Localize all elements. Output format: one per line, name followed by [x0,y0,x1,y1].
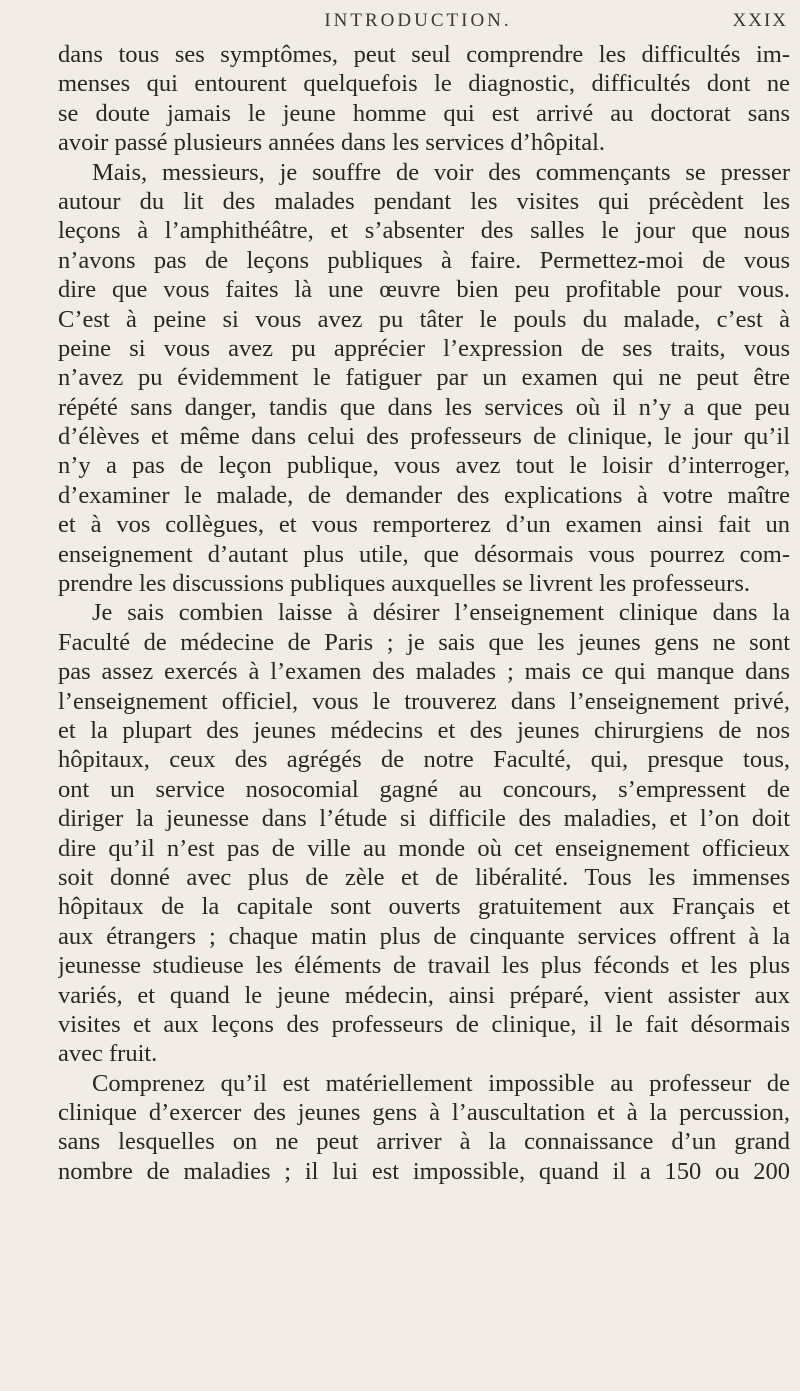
text-line: et à vos collègues, et vous remporterez d’un examen ainsi fait un [58,511,790,539]
text-line: variés, et quand le jeune médecin, ainsi préparé, vient assister aux [58,981,790,1009]
text-line: se doute jamais le jeune homme qui est arrivé au doctorat sans [58,99,790,127]
text-line: Faculté de médecine de Paris ; je sais que les jeunes gens ne sont [58,628,790,656]
text-line: hôpitaux de la capitale sont ouverts gratuitement aux Français et [58,893,790,921]
text-line: C’est à peine si vous avez pu tâter le pouls du malade, c’est à [58,305,790,333]
text-line: diriger la jeunesse dans l’étude si difficile des maladies, et l’on doit [58,805,790,833]
text-line: n’y a pas de leçon publique, vous avez tout le loisir d’interroger, [58,452,790,480]
text-line: et la plupart des jeunes médecins et des jeunes chirurgiens de nos [58,716,790,744]
text-line: menses qui entourent quelquefois le diagnostic, difficultés dont ne [58,70,790,98]
text-line: répété sans danger, tandis que dans les services où il n’y a que peu [58,393,790,421]
text-line: soit donné avec plus de zèle et de libéralité. Tous les immenses [58,863,790,891]
text-line: avoir passé plusieurs années dans les services d’hôpital. [58,129,606,157]
text-line: avec fruit. [58,1040,158,1068]
text-line: aux étrangers ; chaque matin plus de cinquante services offrent à la [58,922,790,950]
text-line: dire qu’il n’est pas de ville au monde où cet enseignement officieux [58,834,790,862]
text-line: autour du lit des malades pendant les visites qui précèdent les [58,187,790,215]
page-number: XXIX [732,10,788,31]
text-line: enseignement d’autant plus utile, que désormais vous pourrez com- [58,540,790,568]
text-line: d’élèves et même dans celui des professeurs de clinique, le jour qu’il [58,423,790,451]
text-line: d’examiner le malade, de demander des explications à votre maître [58,481,790,509]
text-line: n’avons pas de leçons publiques à faire. Permettez-moi de vous [58,246,790,274]
text-line: n’avez pu évidemment le fatiguer par un examen qui ne peut être [58,364,790,392]
text-line: ont un service nosocomial gagné au concours, s’empressent de [58,775,790,803]
text-line: hôpitaux, ceux des agrégés de notre Faculté, qui, presque tous, [58,746,790,774]
text-line: peine si vous avez pu apprécier l’expression de ses traits, vous [58,334,790,362]
running-head [48,10,788,36]
running-title: INTRODUCTION. [324,10,512,31]
text-line: jeunesse studieuse les éléments de travail les plus féconds et les plus [58,952,790,980]
text-line: prendre les discussions publiques auxquelles se livrent les professeurs. [58,570,750,598]
text-line: sans lesquelles on ne peut arriver à la connaissance d’un grand [58,1128,790,1156]
text-line: nombre de maladies ; il lui est impossible, quand il a 150 ou 200 [58,1157,790,1185]
text-line: clinique d’exercer des jeunes gens à l’auscultation et à la percussion, [58,1099,790,1127]
text-line: leçons à l’amphithéâtre, et s’absenter des salles le jour que nous [58,217,790,245]
body-text [58,40,790,1186]
text-line: pas assez exercés à l’examen des malades ; mais ce qui manque dans [58,658,790,686]
text-line: l’enseignement officiel, vous le trouverez dans l’enseignement privé, [58,687,790,715]
text-line: Je sais combien laisse à désirer l’enseignement clinique dans la [92,599,790,627]
text-line: Mais, messieurs, je souffre de voir des commençants se presser [92,158,790,186]
text-line: dans tous ses symptômes, peut seul comprendre les difficultés im- [58,41,790,68]
text-line: Comprenez qu’il est matériellement impossible au professeur de [92,1069,790,1097]
text-line: dire que vous faites là une œuvre bien peu profitable pour vous. [58,276,790,304]
text-line: visites et aux leçons des professeurs de clinique, il le fait désormais [58,1010,790,1038]
